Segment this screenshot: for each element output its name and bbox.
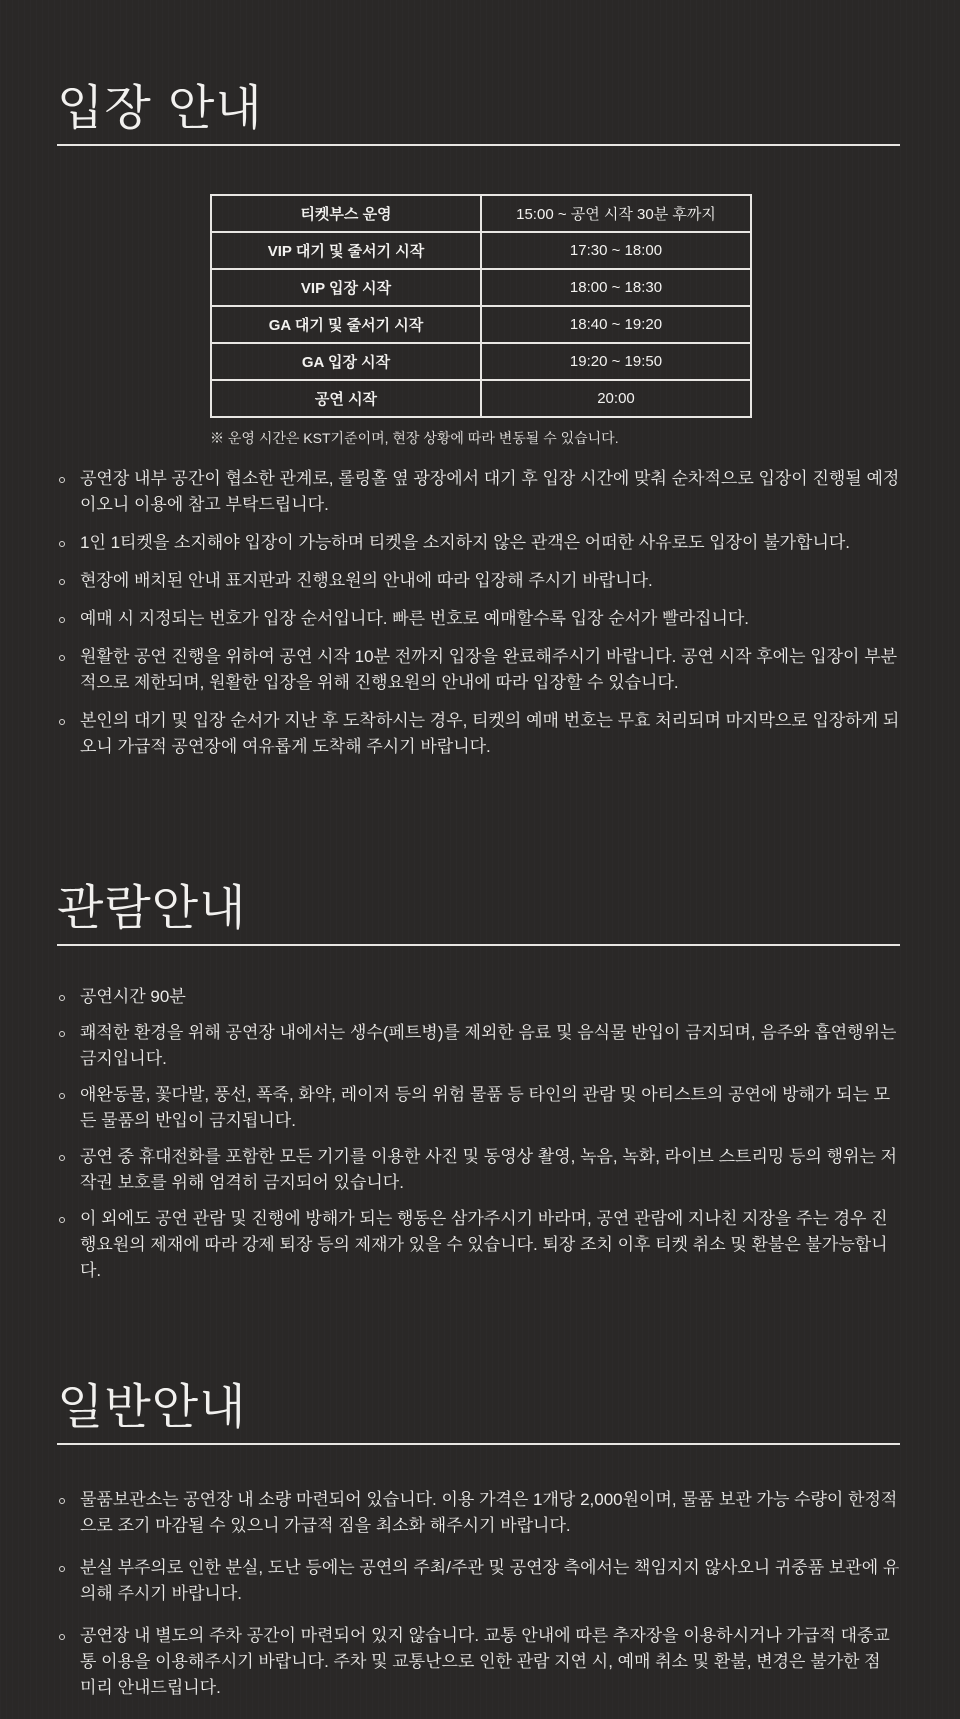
general-divider xyxy=(57,1443,900,1445)
list-item: 공연장 내 별도의 주차 공간이 마련되어 있지 않습니다. 교통 안내에 따른 추자장을 이용하시거나 가급적 대중교통 이용을 이용해주시기 바랍니다. 주차 및 교통난으로 인한 관람 지연 시, 예매 취소 및 환불, 변경은 불가한 점 미리 안내드립니다. xyxy=(57,1623,900,1701)
schedule-time: 18:00 ~ 18:30 xyxy=(481,269,751,306)
schedule-time: 19:20 ~ 19:50 xyxy=(481,343,751,380)
general-section xyxy=(57,1379,900,1717)
list-item: 이 외에도 공연 관람 및 진행에 방해가 되는 행동은 삼가주시기 바라며, 공연 관람에 지나친 지장을 주는 경우 진행요원의 제재에 따라 강제 퇴장 등의 제재가 있을 수 있습니다. 퇴장 조치 이후 티켓 취소 및 환불은 불가능합니다. xyxy=(57,1206,900,1284)
list-item: 본인의 대기 및 입장 순서가 지난 후 도착하시는 경우, 티켓의 예매 번호는 무효 처리되며 마지막으로 입장하게 되오니 가급적 공연장에 여유롭게 도착해 주시기 바랍니다. xyxy=(57,708,900,760)
schedule-label: GA 대기 및 줄서기 시작 xyxy=(211,306,481,343)
entry-section xyxy=(57,80,900,772)
entry-section-title: 입장 안내 xyxy=(57,80,263,136)
viewing-guide-list xyxy=(57,984,900,1284)
list-item: 분실 부주의로 인한 분실, 도난 등에는 공연의 주최/주관 및 공연장 측에서는 책임지지 않사오니 귀중품 보관에 유의해 주시기 바랍니다. xyxy=(57,1555,900,1607)
table-row xyxy=(211,232,751,269)
viewing-section xyxy=(57,880,900,1294)
list-item: 물품보관소는 공연장 내 소량 마련되어 있습니다. 이용 가격은 1개당 2,000원이며, 물품 보관 가능 수량이 한정적으로 조기 마감될 수 있으니 가급적 짐을 최소화 해주시기 바랍니다. xyxy=(57,1487,900,1539)
list-item: 원활한 공연 진행을 위하여 공연 시작 10분 전까지 입장을 완료해주시기 바랍니다. 공연 시작 후에는 입장이 부분적으로 제한되며, 원활한 입장을 위해 진행요원의 안내에 따라 입장할 수 있습니다. xyxy=(57,644,900,696)
schedule-label: 공연 시작 xyxy=(211,380,481,417)
schedule-label: VIP 입장 시작 xyxy=(211,269,481,306)
general-guide-list xyxy=(57,1487,900,1701)
list-item: 현장에 배치된 안내 표지판과 진행요원의 안내에 따라 입장해 주시기 바랍니다. xyxy=(57,568,900,594)
entry-divider xyxy=(57,144,900,146)
schedule-time: 17:30 ~ 18:00 xyxy=(481,232,751,269)
schedule-time: 15:00 ~ 공연 시작 30분 후까지 xyxy=(481,195,751,232)
list-item: 애완동물, 꽃다발, 풍선, 폭죽, 화약, 레이저 등의 위험 물품 등 타인의 관람 및 아티스트의 공연에 방해가 되는 모든 물품의 반입이 금지됩니다. xyxy=(57,1082,900,1134)
list-item: 예매 시 지정되는 번호가 입장 순서입니다. 빠른 번호로 예매할수록 입장 순서가 빨라집니다. xyxy=(57,606,900,632)
schedule-note: ※ 운영 시간은 KST기준이며, 현장 상황에 따라 변동될 수 있습니다. xyxy=(210,430,619,446)
table-row xyxy=(211,306,751,343)
list-item: 쾌적한 환경을 위해 공연장 내에서는 생수(페트병)를 제외한 음료 및 음식물 반입이 금지되며, 음주와 흡연행위는 금지입니다. xyxy=(57,1020,900,1072)
list-item: 공연 중 휴대전화를 포함한 모든 기기를 이용한 사진 및 동영상 촬영, 녹음, 녹화, 라이브 스트리밍 등의 행위는 저작권 보호를 위해 엄격히 금지되어 있습니다. xyxy=(57,1144,900,1196)
table-row xyxy=(211,269,751,306)
table-row xyxy=(211,195,751,232)
schedule-label: 티켓부스 운영 xyxy=(211,195,481,232)
schedule-time: 20:00 xyxy=(481,380,751,417)
schedule-time: 18:40 ~ 19:20 xyxy=(481,306,751,343)
viewing-section-title: 관람안내 xyxy=(57,880,247,936)
entry-schedule-table xyxy=(210,194,752,418)
viewing-divider xyxy=(57,944,900,946)
schedule-label: GA 입장 시작 xyxy=(211,343,481,380)
list-item: 1인 1티켓을 소지해야 입장이 가능하며 티켓을 소지하지 않은 관객은 어떠한 사유로도 입장이 불가합니다. xyxy=(57,530,900,556)
list-item: 공연시간 90분 xyxy=(57,984,900,1010)
table-row xyxy=(211,380,751,417)
general-section-title: 일반안내 xyxy=(57,1379,247,1435)
table-row xyxy=(211,343,751,380)
schedule-label: VIP 대기 및 줄서기 시작 xyxy=(211,232,481,269)
entry-guide-list xyxy=(57,466,900,760)
list-item: 공연장 내부 공간이 협소한 관계로, 롤링홀 옆 광장에서 대기 후 입장 시간에 맞춰 순차적으로 입장이 진행될 예정이오니 이용에 참고 부탁드립니다. xyxy=(57,466,900,518)
